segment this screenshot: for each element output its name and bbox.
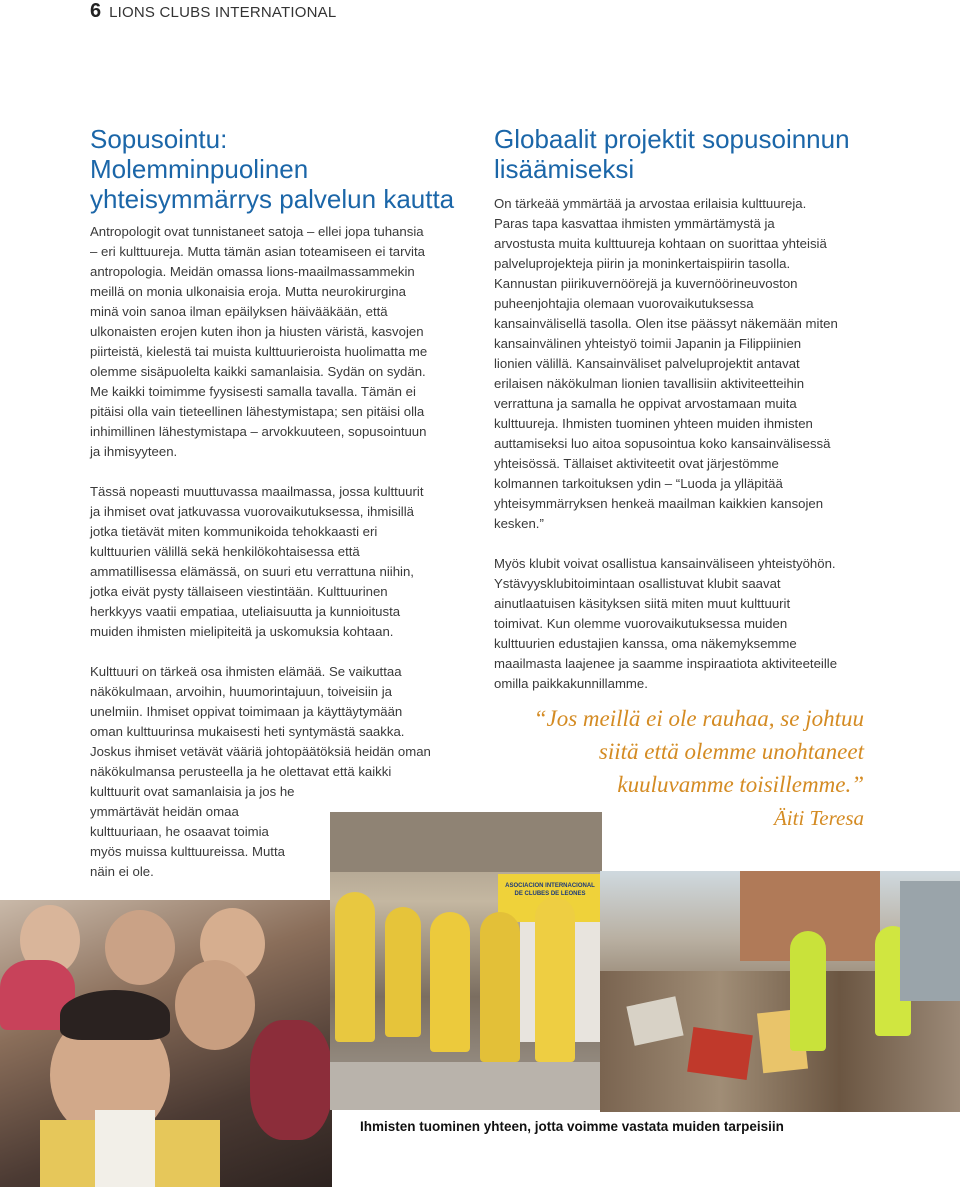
children-photo [0,900,332,1187]
running-head: LIONS CLUBS INTERNATIONAL [109,4,337,21]
quote-author: Äiti Teresa [773,806,864,830]
banner-text: ASOCIACION INTERNACIONAL DE CLUBES DE LEONES [505,883,595,897]
right-column-body [494,194,874,714]
relief-work-photo [600,871,960,1112]
paragraph: Kulttuuri on tärkeä osa ihmisten elämää. Se vaikuttaa näkökulmaan, arvoihin, huumorintajuun, toiveisiin ja unelmiin. Ihmiset oppivat toimimaan ja käyttäytymään oman kulttuurinsa mukaisesti heti syntymästä saakka. Joskus ihmiset vetävät vääriä johtopäätöksiä heidän oman näkökulmansa perusteella ja he olettavat että kaikki kulttuurit ovat samanlaisia ja jos he ymmärtävät heidän omaa kulttuuriaan, he osaavat toimia myös muissa kulttuureissa. Mutta näin ei ole. [90,664,431,879]
pull-quote: “Jos meillä ei ole rauhaa, se johtuu siitä että olemme unohtaneet kuuluvamme toisillemme.” [533,706,864,797]
paragraph: On tärkeää ymmärtää ja arvostaa erilaisia kulttuureja. Paras tapa kasvattaa ihmisten ymmärtämystä ja arvostusta muita kulttuureja kohtaan on suorittaa yhteisiä palveluprojekteja piirin ja moninkertaispiirin tasolla. Kannustan piirikuvernöörejä ja kuvernöörineuvoston puheenjohtajia olemaan vuorovaikutuksessa kansainvälisellä tasolla. Olen itse päässyt näkemään miten kansainvälinen yhteistyö toimii Japanin ja Filippiinien lionien välillä. Kansainväliset palveluprojektit antavat erilaisen näkökulman lionien tavallisiin aktiviteetteihin verrattuna ja samalla he oppivat arvostamaan muita kulttuureja. Ihmisten tuominen yhteen muiden ihmisten auttamiseksi luo aitoa sopusointua koko kansainvälisessä yhteisössä. Tällaiset aktiviteetit ovat järjestömme kolmannen tarkoituksen ydin – “Luoda ja ylläpitää yhteisymmärryksen henkeä maailman kaikkien kansojen kesken.” [494,196,838,531]
paragraph: Antropologit ovat tunnistaneet satoja – ellei jopa tuhansia – eri kulttuureja. Mutta tämän asian toteamiseen ei tarvita antropologia. Meidän omassa lions-maailmassammekin meillä on monia ulkonaisia eroja. Mutta neurokirurgina minä voin sanoa ilman epäilyksen häivääkään, että ulkonaisten erojen kuten ihon ja hiusten väristä, kasvojen piirteistä, kielestä tai muista kulttuurieroista huolimatta me olemme sisäpuolelta kaikki samanlaisia. Sydän on sydän. Me kaikki toimimme fyysisesti samalla tavalla. Tämän ei pitäisi olla vain tieteellinen lähestymistapa; sen pitäisi olla inhimillinen lähestymistapa – arvokkuuteen, sopusointuun ja ihmisyyteen. [90,224,428,459]
left-section-heading: Sopusointu: Molemminpuolinen yhteisymmärrys palvelun kautta [90,124,455,214]
photo-caption: Ihmisten tuominen yhteen, jotta voimme vastata muiden tarpeisiin [360,1119,784,1134]
page-number: 6 [90,0,102,22]
paragraph: Myös klubit voivat osallistua kansainväliseen yhteistyöhön. Ystävyysklubitoimintaan osallistuvat klubit saavat ainutlaatuisen käsityksen siitä miten muut kulttuurit toimivat. Kun olemme vuorovaikutuksessa muiden kulttuurien edustajien kanssa, oma näkemyksemme maailmasta laajenee ja saamme inspiraatiota aktiviteeteille omilla paikkakunnillamme. [494,556,838,691]
right-section-heading: Globaalit projektit sopusoinnun lisäämiseksi [494,124,850,184]
page-header [90,0,336,28]
paragraph: Tässä nopeasti muuttuvassa maailmassa, jossa kulttuurit ja ihmiset ovat jatkuvassa vuorovaikutuksessa, ihmisillä jotka tietävät miten kommunikoida tehokkaasti eri kulttuurien välillä sekä henkilökohtaisessa että ammatillisessa elämässä, on suuri etu verrattuna niihin, jotka eivät pysty tällaiseen viestintään. Kulttuurinen herkkyys vaatii empatiaa, uteliaisuutta ja kunnioitusta muiden ihmisten mielipiteitä ja uskomuksia kohtaan. [90,484,424,639]
lions-group-photo [330,812,602,1110]
left-column-body [90,222,470,902]
